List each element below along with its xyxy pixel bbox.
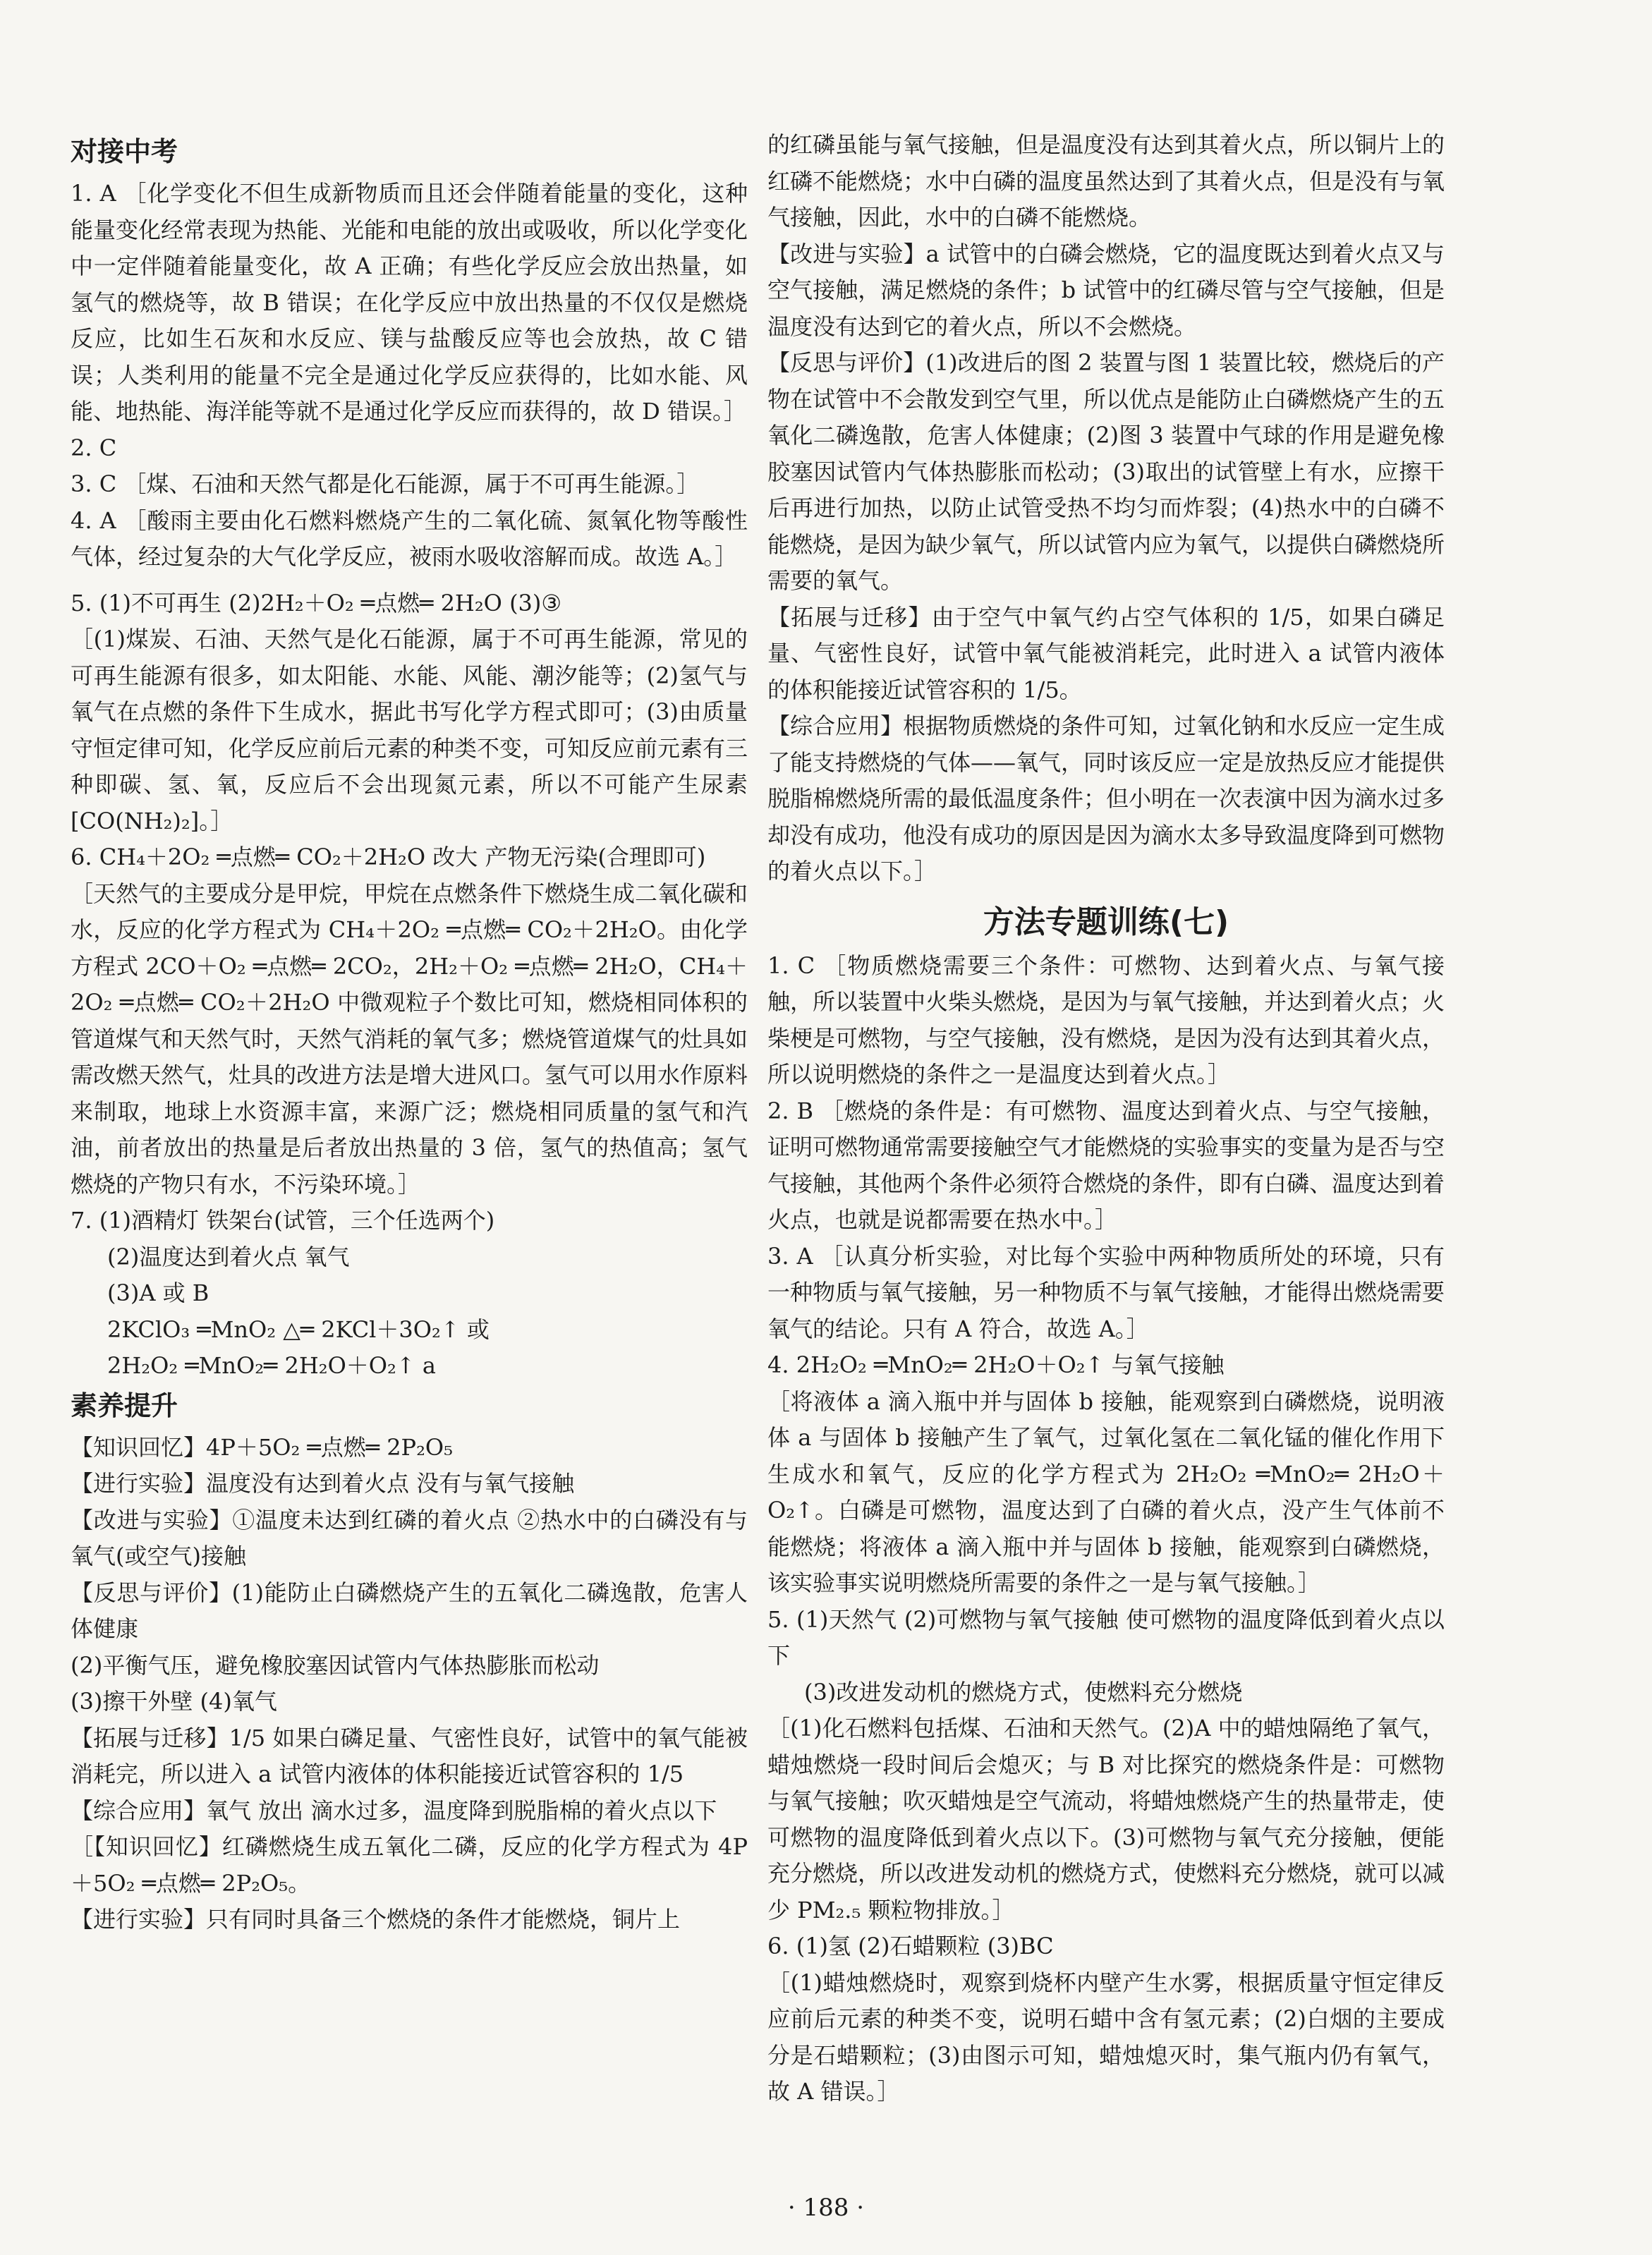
left-column: [71, 130, 748, 1938]
zonghe-yingyong: 【综合应用】氧气 放出 滴水过多，温度降到脱脂棉的着火点以下: [71, 1797, 717, 1824]
method-answer-3: 3. A ［认真分析实验，对比每个实验中两种物质所处的环境，只有一种物质与氧气接触，另一种物质不与氧气接触，才能得出燃烧需要氧气的结论。只有 A 符合，故选 A。］: [767, 1242, 1445, 1342]
explanation-zonghe: 【综合应用】根据物质燃烧的条件可知，过氧化钠和水反应一定生成了能支持燃烧的气体——氧气，同时该反应一定是放热反应才能提供脱脂棉燃烧所需的最低温度条件；但小明在一次表演中因为滴水过多却没有成功，他没有成功的原因是因为滴水太多导致温度降到可燃物的着火点以下。］: [767, 712, 1445, 885]
answer-7-part3: (3)A 或 B: [107, 1280, 209, 1306]
method-answer-1: 1. C ［物质燃烧需要三个条件：可燃物、达到着火点、与氧气接触，所以装置中火柴头燃烧，是因为与氧气接触，并达到着火点；火柴梗是可燃物，与空气接触，没有燃烧，是因为没有达到其着火点，所以说明燃烧的条件之一是温度达到着火点。］: [767, 952, 1445, 1088]
section-heading-duijie: 对接中考: [71, 136, 178, 167]
page-number: · 188 ·: [787, 2194, 865, 2222]
answer-6: 6. CH₄＋2O₂ ═点燃═ CO₂＋2H₂O 改大 产物无污染(合理即可): [71, 844, 706, 870]
explanation-gaijin: 【改进与实验】a 试管中的白磷会燃烧，它的温度既达到着火点又与空气接触，满足燃烧的条件；b 试管中的红磷尽管与空气接触，但是温度没有达到它的着火点，所以不会燃烧。: [767, 240, 1445, 340]
gaijin-shiyan: 【改进与实验】①温度未达到红磷的着火点 ②热水中的白磷没有与氧气(或空气)接触: [71, 1506, 748, 1569]
fansi-pingjia-2: (2)平衡气压，避免橡胶塞因试管内气体热膨胀而松动: [71, 1651, 600, 1679]
explanation-tuozhan: 【拓展与迁移】由于空气中氧气约占空气体积的 1/5，如果白磷足量、气密性良好，试管中氧气能被消耗完，此时进入 a 试管内液体的体积能接近试管容积的 1/5。: [767, 603, 1445, 703]
method-answer-5-explanation: ［(1)化石燃料包括煤、石油和天然气。(2)A 中的蜡烛隔绝了氧气，蜡烛燃烧一段时间后会熄灭；与 B 对比探究的燃烧条件是：可燃物与氧气接触；吹灭蜡烛是空气流动，将蜡烛燃烧产生的热量带走，使可燃物的温度降低到着火点以下。(3)可燃物与氧气充分接触，便能充分燃烧，所以改进发动机的燃烧方式，使燃料充分燃烧，就可以减少 PM₂.₅ 颗粒物排放。］: [767, 1715, 1445, 1923]
answer-6-explanation: ［天然气的主要成分是甲烷，甲烷在点燃条件下燃烧生成二氧化碳和水，反应的化学方程式为 CH₄＋2O₂ ═点燃═ CO₂＋2H₂O。由化学方程式 2CO＋O₂ ═点燃═ 2CO₂，2H₂＋O₂ ═点燃═ 2H₂O，CH₄＋2O₂ ═点燃═ CO₂＋2H₂O 中微观粒子个数比可知，燃烧相同体积的管道煤气和天然气时，天然气消耗的氧气多；燃烧管道煤气的灶具如需改燃天然气，灶具的改进方法是增大进风口。氢气可以用水作原料来制取，地球上水资源丰富，来源广泛；燃烧相同质量的氢气和汽油，前者放出的热量是后者放出热量的 3 倍，氢气的热值高；氢气燃烧的产物只有水，不污染环境。］: [71, 880, 748, 1198]
fansi-pingjia-3: (3)擦干外壁 (4)氧气: [71, 1688, 277, 1715]
answer-3: 3. C ［煤、石油和天然气都是化石能源，属于不可再生能源。］: [71, 470, 700, 497]
answer-1: 1. A ［化学变化不但生成新物质而且还会伴随着能量的变化，这种能量变化经常表现为热能、光能和电能的放出或吸收，所以化学变化中一定伴随着能量变化，故 A 正确；有些化学反应会放出热量，如氢气的燃烧等，故 B 错误；在化学反应中放出热量的不仅仅是燃烧反应，比如生石灰和水反应、镁与盐酸反应等也会放热，故 C 错误；人类利用的能量不完全是通过化学反应获得的，比如水能、风能、地热能、海洋能等就不是通过化学反应而获得的，故 D 错误。］: [71, 180, 748, 425]
answer-5: 5. (1)不可再生 (2)2H₂＋O₂ ═点燃═ 2H₂O (3)③: [71, 589, 562, 616]
answer-7: 7. (1)酒精灯 铁架台(试管，三个任选两个): [71, 1207, 495, 1234]
section-heading-fangfa: 方法专题训练(七): [983, 904, 1229, 940]
tuozhan-qianyi: 【拓展与迁移】1/5 如果白磷足量、气密性良好，试管中的氧气能被消耗完，所以进入 a 试管内液体的体积能接近试管容积的 1/5: [71, 1724, 748, 1787]
answer-5-explanation: ［(1)煤炭、石油、天然气是化石能源，属于不可再生能源，常见的可再生能源有很多，如太阳能、水能、风能、潮汐能等；(2)氢气与氧气在点燃的条件下生成水，据此书写化学方程式即可；(3)由质量守恒定律可知，化学反应前后元素的种类不变，可知反应前元素有三种即碳、氢、氧，反应后不会出现氮元素，所以不可能产生尿素[CO(NH₂)₂]。］: [71, 626, 748, 834]
method-answer-2: 2. B ［燃烧的条件是：有可燃物、温度达到着火点、与空气接触，证明可燃物通常需要接触空气才能燃烧的实验事实的变量为是否与空气接触，其他两个条件必须符合燃烧的条件，即有白磷、温度达到着火点，也就是说都需要在热水中。］: [767, 1097, 1445, 1233]
right-column: [767, 127, 1445, 2110]
equation-kclo3: 2KClO₃ ═MnO₂ △═ 2KCl＋3O₂↑ 或: [107, 1315, 490, 1343]
method-answer-6-explanation: ［(1)蜡烛燃烧时，观察到烧杯内壁产生水雾，根据质量守恒定律反应前后元素的种类不变，说明石蜡中含有氢元素；(2)白烟的主要成分是石蜡颗粒；(3)由图示可知，蜡烛熄灭时，集气瓶内仍有氧气，故 A 错误。］: [767, 1969, 1445, 2105]
explanation-fansi: 【反思与评价】(1)改进后的图 2 装置与图 1 装置比较，燃烧后的产物在试管中不会散发到空气里，所以优点是能防止白磷燃烧产生的五氧化二磷逸散，危害人体健康；(2)图 3 装置中气球的作用是避免橡胶塞因试管内气体热膨胀而松动；(3)取出的试管壁上有水，应擦干后再进行加热，以防止试管受热不均匀而炸裂；(4)热水中的白磷不能燃烧，是因为缺少氧气，所以试管内应为氧气，以提供白磷燃烧所需要的氧气。: [767, 349, 1445, 594]
zhishi-huiyi: 【知识回忆】4P＋5O₂ ═点燃═ 2P₂O₅: [71, 1433, 453, 1461]
method-answer-5-part3: (3)改进发动机的燃烧方式，使燃料充分燃烧: [804, 1678, 1243, 1706]
method-answer-4: 4. 2H₂O₂ ═MnO₂═ 2H₂O＋O₂↑ 与氧气接触: [767, 1351, 1225, 1378]
answer-2: 2. C: [71, 434, 117, 461]
equation-h2o2: 2H₂O₂ ═MnO₂═ 2H₂O＋O₂↑ a: [107, 1352, 436, 1379]
explanation-zhishi: ［【知识回忆】红磷燃烧生成五氧化二磷，反应的化学方程式为 4P＋5O₂ ═点燃═ 2P₂O₅。: [71, 1833, 748, 1897]
method-answer-4-explanation: ［将液体 a 滴入瓶中并与固体 b 接触，能观察到白磷燃烧，说明液体 a 与固体 b 接触产生了氧气，过氧化氢在二氧化锰的催化作用下生成水和氧气，反应的化学方程式为 2H₂O₂ ═MnO₂═ 2H₂O＋O₂↑。白磷是可燃物，温度达到了白磷的着火点，没产生气体前不能燃烧；将液体 a 滴入瓶中并与固体 b 接触，能观察到白磷燃烧，该实验事实说明燃烧所需要的条件之一是与氧气接触。］: [767, 1387, 1445, 1596]
answer-7-part2: (2)温度达到着火点 氧气: [107, 1243, 350, 1270]
fansi-pingjia: 【反思与评价】(1)能防止白磷燃烧产生的五氧化二磷逸散，危害人体健康: [71, 1579, 748, 1642]
method-answer-5: 5. (1)天然气 (2)可燃物与氧气接触 使可燃物的温度降低到着火点以下: [767, 1605, 1445, 1669]
method-answer-6: 6. (1)氢 (2)石蜡颗粒 (3)BC: [767, 1933, 1054, 1959]
explanation-shiyan: 【进行实验】只有同时具备三个燃烧的条件才能燃烧，铜片上: [71, 1906, 681, 1933]
jinxing-shiyan: 【进行实验】温度没有达到着火点 没有与氧气接触: [71, 1470, 575, 1497]
answer-4: 4. A ［酸雨主要由化石燃料燃烧产生的二氧化硫、氮氧化物等酸性气体，经过复杂的大气化学反应，被雨水吸收溶解而成。故选 A。］: [71, 506, 748, 570]
section-heading-suyang: 素养提升: [71, 1390, 178, 1421]
explanation-continued: 的红磷虽能与氧气接触，但是温度没有达到其着火点，所以铜片上的红磷不能燃烧；水中白磷的温度虽然达到了其着火点，但是没有与氧气接触，因此，水中的白磷不能燃烧。: [767, 131, 1445, 231]
